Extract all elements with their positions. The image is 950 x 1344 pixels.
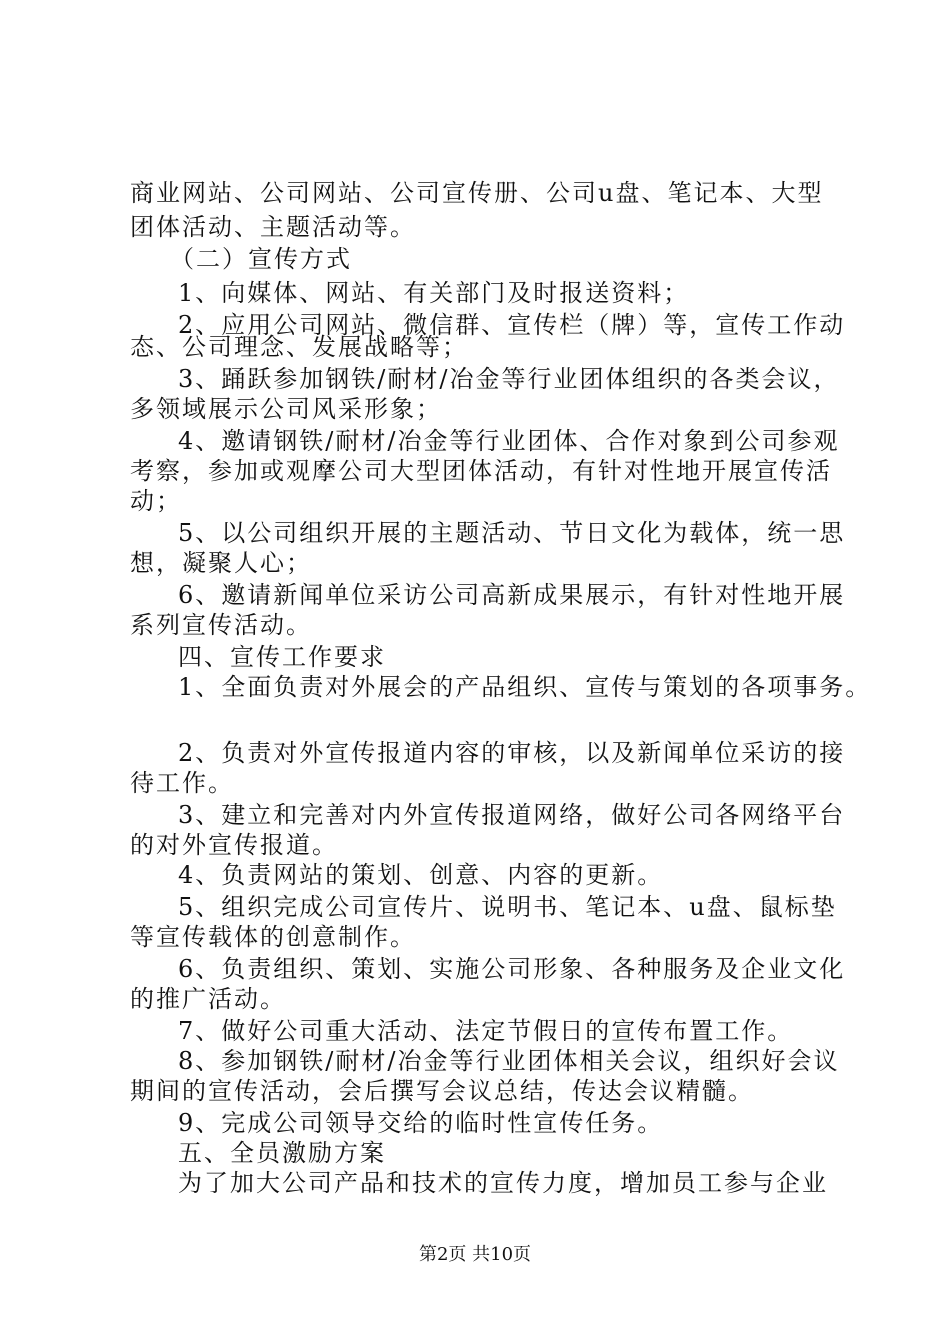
text-line: 团体活动、主题活动等。 — [130, 213, 416, 241]
text-line: 6、邀请新闻单位采访公司高新成果展示，有针对性地开展 — [178, 581, 846, 609]
text-line: 7、做好公司重大活动、法定节假日的宣传布置工作。 — [178, 1017, 794, 1045]
text-line: 5、以公司组织开展的主题活动、节日文化为载体，统一思 — [178, 519, 846, 547]
text-line: 多领域展示公司风采形象； — [130, 395, 442, 423]
text-line: 2、应用公司网站、微信群、宣传栏（牌）等，宣传工作动 — [178, 311, 846, 339]
text-line: 待工作。 — [130, 769, 234, 797]
text-line: 9、完成公司领导交给的临时性宣传任务。 — [178, 1109, 664, 1137]
text-line: 5、组织完成公司宣传片、说明书、笔记本、u盘、鼠标垫 — [178, 893, 837, 921]
text-line: 期间的宣传活动，会后撰写会议总结，传达会议精髓。 — [130, 1077, 754, 1105]
text-line: 的对外宣传报道。 — [130, 831, 338, 859]
section-heading: （二）宣传方式 — [170, 245, 352, 273]
text-line: 4、负责网站的策划、创意、内容的更新。 — [178, 861, 664, 889]
section-heading: 五、全员激励方案 — [178, 1139, 386, 1167]
text-line: 1、全面负责对外展会的产品组织、宣传与策划的各项事务。 — [178, 673, 872, 701]
section-heading: 四、宣传工作要求 — [178, 643, 386, 671]
text-line: 态、公司理念、发展战略等； — [130, 333, 468, 361]
text-line: 考察，参加或观摩公司大型团体活动，有针对性地开展宣传活 — [130, 457, 832, 485]
text-line: 3、建立和完善对内外宣传报道网络，做好公司各网络平台 — [178, 801, 846, 829]
text-line: 动； — [130, 487, 182, 515]
text-line: 想，凝聚人心； — [130, 549, 312, 577]
text-line: 为了加大公司产品和技术的宣传力度，增加员工参与企业 — [178, 1169, 828, 1197]
text-line: 2、负责对外宣传报道内容的审核，以及新闻单位采访的接 — [178, 739, 846, 767]
text-line: 4、邀请钢铁/耐材/冶金等行业团体、合作对象到公司参观 — [178, 427, 840, 455]
text-line: 1、向媒体、网站、有关部门及时报送资料； — [178, 279, 690, 307]
text-line: 6、负责组织、策划、实施公司形象、各种服务及企业文化 — [178, 955, 846, 983]
text-line: 的推广活动。 — [130, 985, 286, 1013]
page-number-footer: 第2页 共10页 — [418, 1244, 532, 1265]
text-line: 等宣传载体的创意制作。 — [130, 923, 416, 951]
text-line: 3、踊跃参加钢铁/耐材/冶金等行业团体组织的各类会议， — [178, 365, 840, 393]
text-line: 商业网站、公司网站、公司宣传册、公司u盘、笔记本、大型 — [130, 179, 824, 207]
text-line: 系列宣传活动。 — [130, 611, 312, 639]
text-line: 8、参加钢铁/耐材/冶金等行业团体相关会议，组织好会议 — [178, 1047, 840, 1075]
